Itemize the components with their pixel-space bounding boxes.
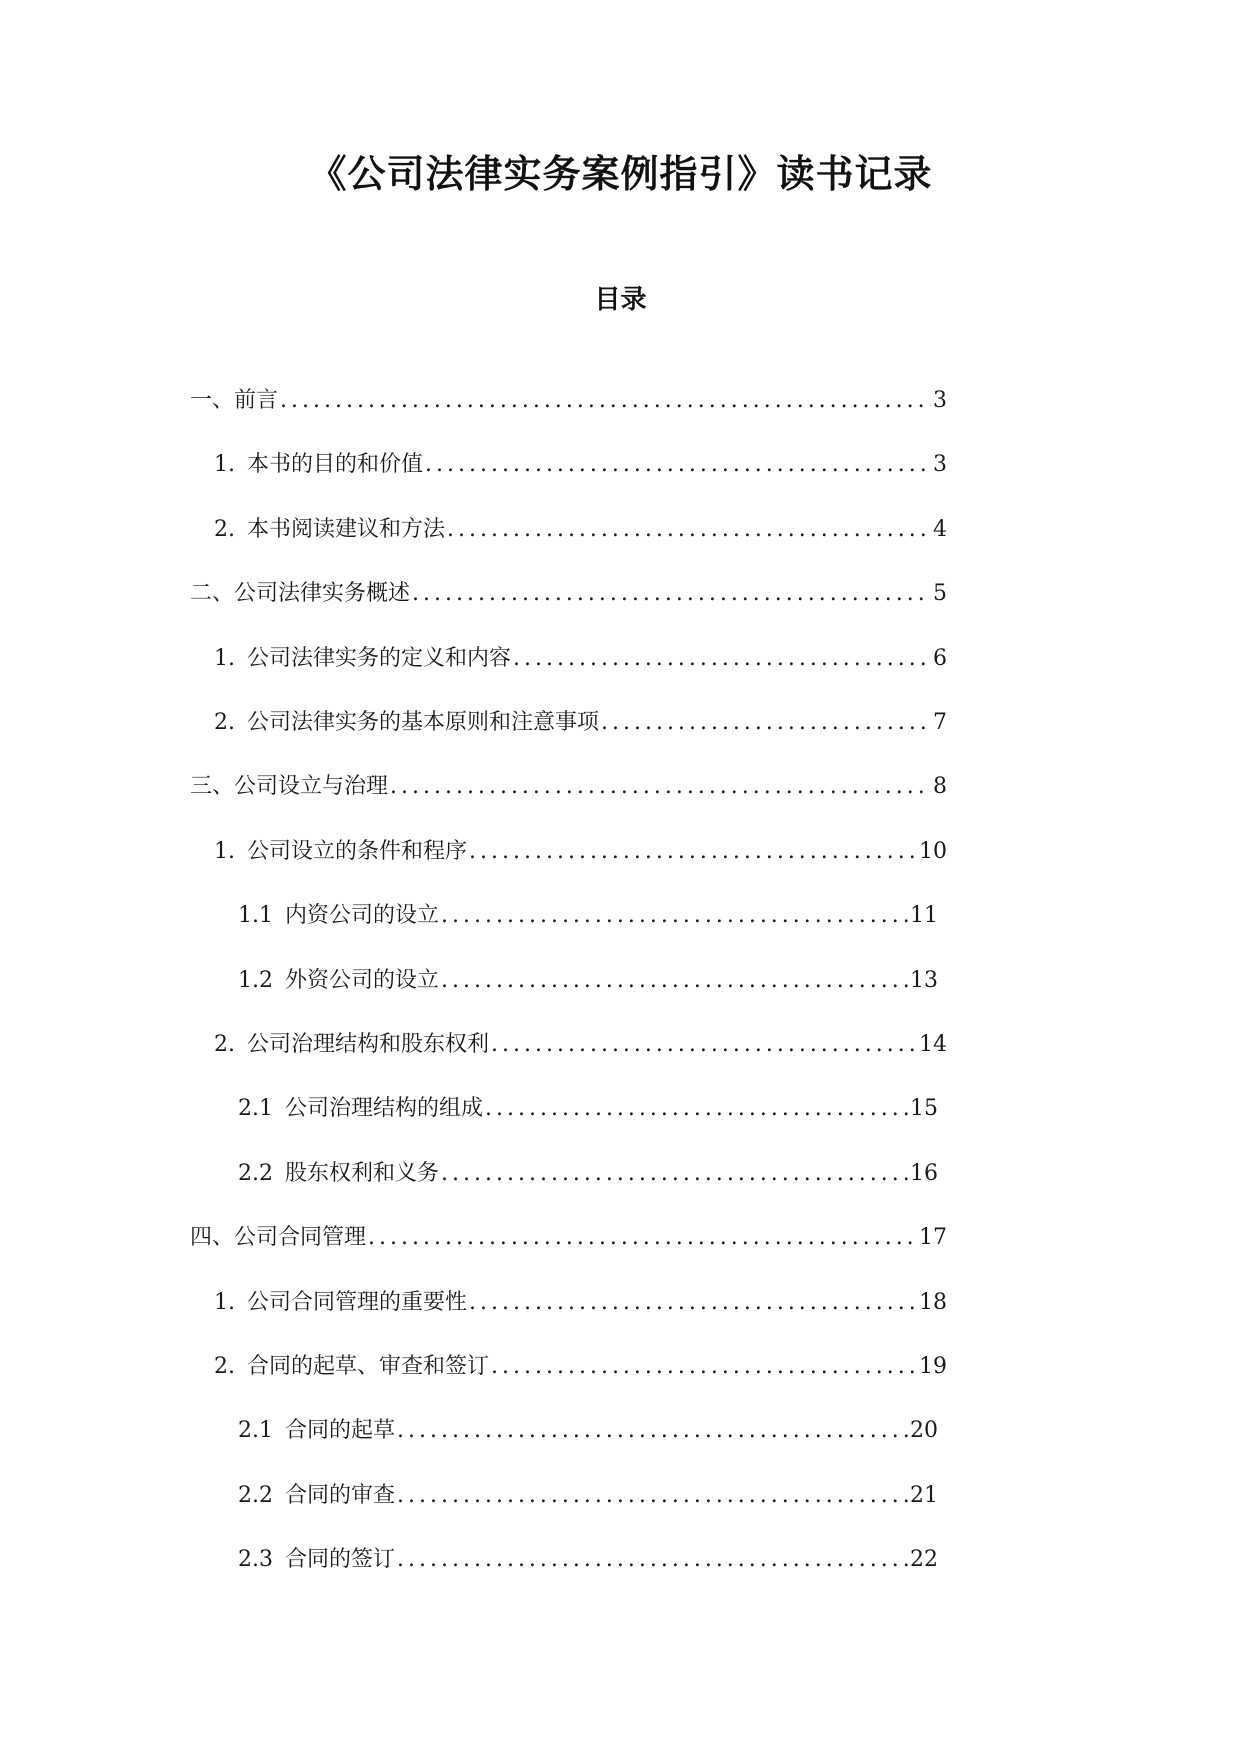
toc-entry-page-number: 19 — [919, 1354, 947, 1379]
toc-entry-page-number: 17 — [919, 1225, 947, 1250]
toc-entry-title: 公司合同管理的重要性 — [247, 1290, 468, 1315]
toc-entry-page-number: 15 — [910, 1096, 938, 1121]
toc-entry-page-number: 3 — [933, 452, 947, 477]
toc-dot-leader — [599, 706, 931, 740]
toc-entry-page-number: 14 — [919, 1032, 947, 1057]
toc-entry[interactable] — [238, 1414, 938, 1448]
toc-entry-page-number: 16 — [910, 1161, 938, 1186]
toc-dot-leader — [395, 1414, 908, 1448]
toc-entry-page-number: 8 — [933, 774, 947, 799]
toc-entry[interactable] — [190, 577, 947, 611]
toc-entry-page-number: 3 — [933, 388, 947, 413]
toc-entry-page-number: 21 — [910, 1483, 938, 1508]
toc-dot-leader — [278, 384, 931, 418]
toc-entry-number: 2.2 — [238, 1161, 273, 1186]
toc-entry-page-number: 5 — [933, 581, 947, 606]
toc-entry-title: 合同的审查 — [285, 1483, 396, 1508]
toc-entry[interactable] — [214, 1286, 947, 1320]
toc-entry[interactable] — [190, 770, 947, 804]
toc-entry[interactable] — [214, 448, 947, 482]
toc-dot-leader — [439, 1157, 908, 1191]
toc-dot-leader — [395, 1479, 908, 1513]
toc-dot-leader — [445, 513, 931, 547]
toc-entry-page-number: 6 — [933, 646, 947, 671]
toc-entry[interactable] — [214, 706, 947, 740]
toc-entry[interactable] — [238, 964, 938, 998]
toc-dot-leader — [511, 642, 931, 676]
toc-entry-title: 公司法律实务的定义和内容 — [247, 646, 512, 671]
toc-entry-title: 本书的目的和价值 — [247, 452, 424, 477]
toc-entry-title: 内资公司的设立 — [285, 903, 440, 928]
toc-entry-page-number: 7 — [933, 710, 947, 735]
toc-entry[interactable] — [238, 1092, 938, 1126]
toc-entry[interactable] — [214, 1028, 947, 1062]
toc-dot-leader — [388, 770, 931, 804]
toc-entry-number: 2.3 — [238, 1547, 273, 1572]
toc-entry-number: 2.1 — [238, 1096, 273, 1121]
toc-dot-leader — [366, 1221, 917, 1255]
toc-entry-number: 2. — [214, 517, 235, 542]
toc-entry-title: 公司治理结构和股东权利 — [247, 1032, 490, 1057]
toc-entry[interactable] — [238, 1157, 938, 1191]
toc-dot-leader — [439, 964, 908, 998]
toc-heading: 目录 — [594, 285, 647, 315]
toc-entry-number: 1. — [214, 1290, 235, 1315]
toc-entry-number: 2.2 — [238, 1483, 273, 1508]
toc-entry-title: 合同的签订 — [285, 1547, 396, 1572]
toc-entry-title: 公司治理结构的组成 — [285, 1096, 484, 1121]
toc-entry-title: 公司法律实务的基本原则和注意事项 — [247, 710, 600, 735]
toc-entry[interactable] — [190, 384, 947, 418]
toc-dot-leader — [467, 835, 917, 869]
toc-dot-leader — [395, 1543, 908, 1577]
toc-entry-page-number: 10 — [919, 839, 947, 864]
toc-dot-leader — [410, 577, 931, 611]
toc-entry-number: 2. — [214, 1354, 235, 1379]
toc-entry[interactable] — [214, 1350, 947, 1384]
toc-entry[interactable] — [238, 1543, 938, 1577]
document-title: 《公司法律实务案例指引》读书记录 — [308, 152, 933, 196]
toc-entry-title: 本书阅读建议和方法 — [247, 517, 446, 542]
toc-entry-page-number: 22 — [910, 1547, 938, 1572]
toc-dot-leader — [483, 1092, 908, 1126]
toc-entry-page-number: 11 — [910, 903, 938, 928]
toc-dot-leader — [489, 1350, 917, 1384]
toc-entry-title: 四、公司合同管理 — [190, 1225, 367, 1250]
toc-dot-leader — [423, 448, 931, 482]
toc-entry[interactable] — [214, 642, 947, 676]
toc-entry-title: 一、前言 — [190, 388, 279, 413]
toc-entry-title: 合同的起草 — [285, 1418, 396, 1443]
toc-entry[interactable] — [214, 513, 947, 547]
toc-entry[interactable] — [214, 835, 947, 869]
toc-entry[interactable] — [238, 1479, 938, 1513]
toc-entry-title: 公司设立的条件和程序 — [247, 839, 468, 864]
toc-entry-page-number: 13 — [910, 968, 938, 993]
toc-entry[interactable] — [238, 899, 938, 933]
toc-entry-title: 二、公司法律实务概述 — [190, 581, 411, 606]
toc-entry-page-number: 4 — [933, 517, 947, 542]
toc-entry-page-number: 18 — [919, 1290, 947, 1315]
toc-entry-number: 1. — [214, 646, 235, 671]
toc-dot-leader — [439, 899, 908, 933]
toc-entry-number: 2. — [214, 1032, 235, 1057]
toc-entry-title: 合同的起草、审查和签订 — [247, 1354, 490, 1379]
toc-entry-number: 2.1 — [238, 1418, 273, 1443]
toc-entry-number: 1.2 — [238, 968, 273, 993]
toc-entry-title: 外资公司的设立 — [285, 968, 440, 993]
toc-entry-title: 股东权利和义务 — [285, 1161, 440, 1186]
toc-entry-page-number: 20 — [910, 1418, 938, 1443]
toc-dot-leader — [467, 1286, 917, 1320]
toc-dot-leader — [489, 1028, 917, 1062]
toc-entry-title: 三、公司设立与治理 — [190, 774, 389, 799]
toc-entry-number: 1.1 — [238, 903, 273, 928]
toc-entry-number: 1. — [214, 452, 235, 477]
toc-entry-number: 2. — [214, 710, 235, 735]
toc-entry-number: 1. — [214, 839, 235, 864]
toc-entry[interactable] — [190, 1221, 947, 1255]
